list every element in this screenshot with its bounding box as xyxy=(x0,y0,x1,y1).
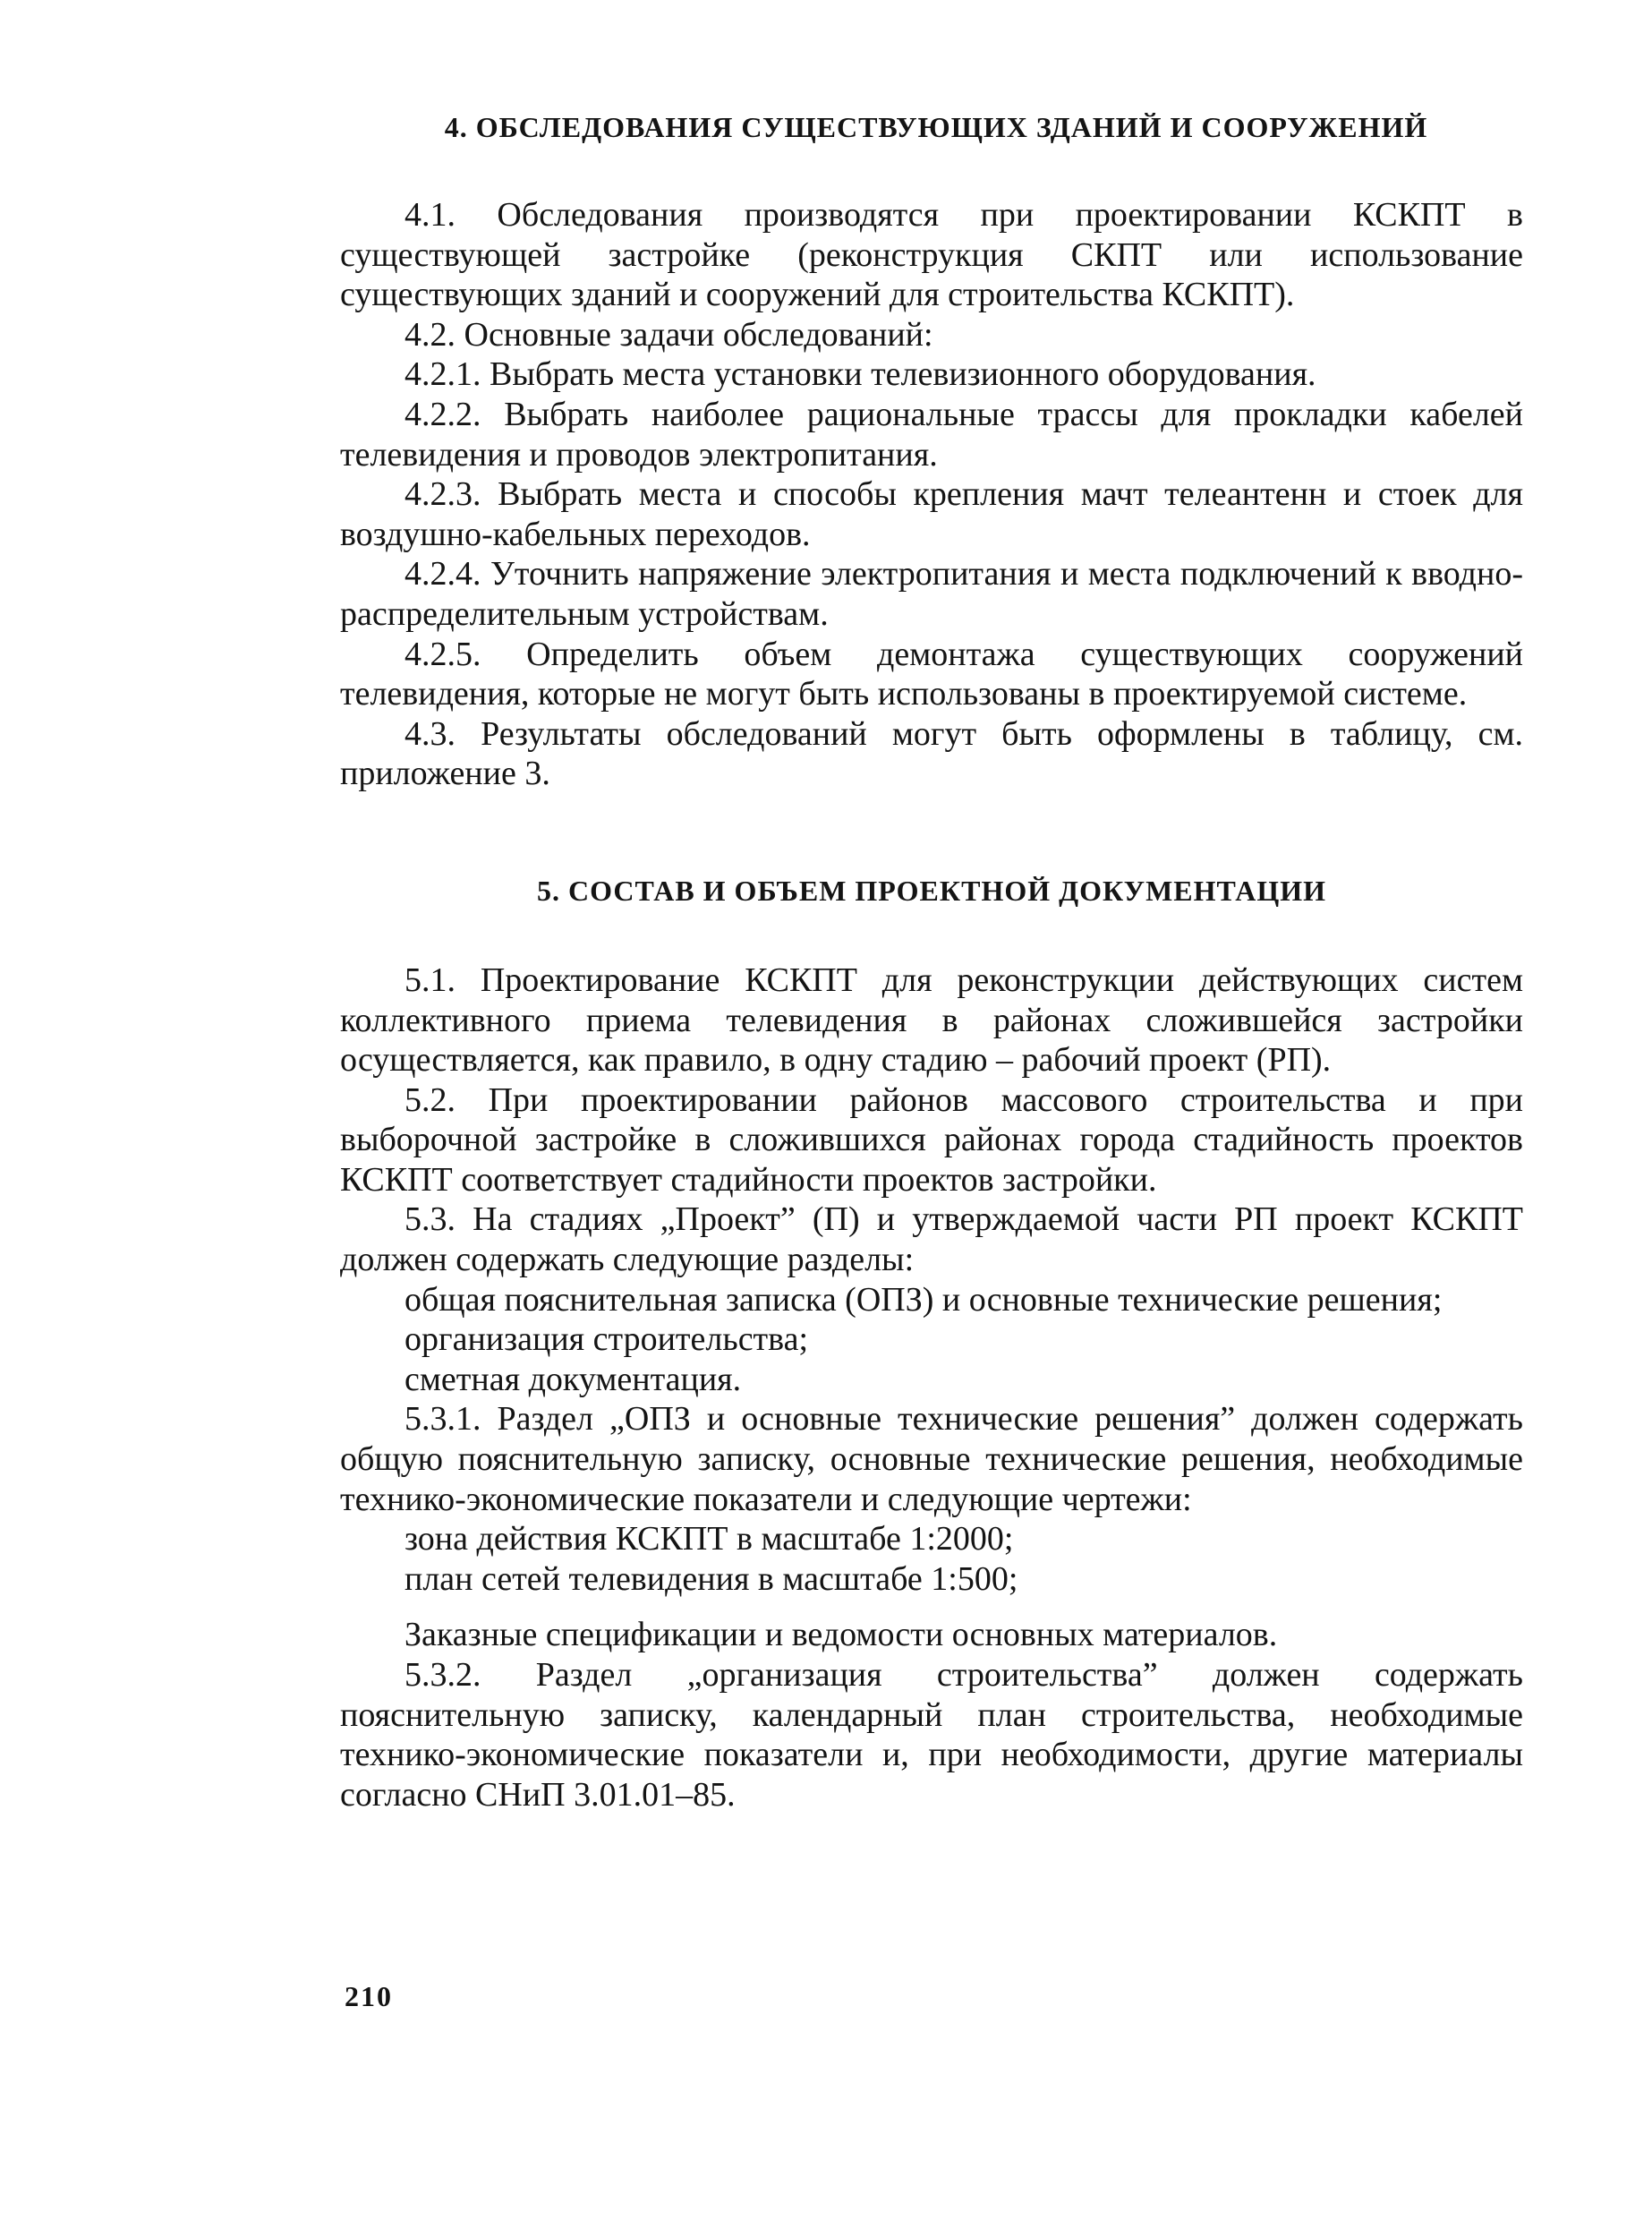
list-item-5-3-1-b: план сетей телевидения в масштабе 1:500; xyxy=(404,1559,1018,1598)
paragraph-4-2-4: 4.2.4. Уточнить напряжение электропитания и места подключений к вводно-распределительным устройствам. xyxy=(340,555,1523,633)
paragraph-5-3-2: 5.3.2. Раздел „организация строительства” должен содержать пояснительную записку, календарный план строительства, необходимые технико-экономические показатели и, при необходимости, другие материалы согласно СНиП 3.01.01–85. xyxy=(340,1656,1523,1814)
list-item-5-3-b: организация строительства; xyxy=(404,1320,809,1359)
paragraph-4-2: 4.2. Основные задачи обследований: xyxy=(404,315,933,354)
list-item-5-3-c: сметная документация. xyxy=(404,1360,742,1398)
document-page xyxy=(340,107,1523,1814)
section-4-heading: 4. ОБСЛЕДОВАНИЯ СУЩЕСТВУЮЩИХ ЗДАНИЙ И СООРУЖЕНИЙ xyxy=(444,111,1428,143)
page-number: 210 xyxy=(345,1980,393,2012)
paragraph-5-1: 5.1. Проектирование КСКПТ для реконструкции действующих систем коллективного приема телевидения в районах сложившейся застройки осуществляется, как правило, в одну стадию – рабочий проект (РП). xyxy=(340,961,1523,1080)
list-item-5-3-a: общая пояснительная записка (ОПЗ) и основные технические решения; xyxy=(404,1280,1443,1319)
paragraph-5-2: 5.2. При проектировании районов массового строительства и при выборочной застройке в сложившихся районах города стадийность проектов КСКПТ соответствует стадийности проектов застройки. xyxy=(340,1080,1523,1199)
paragraph-5-3-1: 5.3.1. Раздел „ОПЗ и основные технические решения” должен содержать общую пояснительную записку, основные технические решения, необходимые технико-экономические показатели и следующие чертежи: xyxy=(340,1400,1523,1518)
paragraph-4-2-2: 4.2.2. Выбрать наиболее рациональные трассы для прокладки кабелей телевидения и проводов электропитания. xyxy=(340,395,1523,474)
paragraph-4-1: 4.1. Обследования производятся при проектировании КСКПТ в существующей застройке (реконструкция СКПТ или использование существующих зданий и сооружений для строительства КСКПТ). xyxy=(340,196,1523,314)
paragraph-4-2-5: 4.2.5. Определить объем демонтажа существующих сооружений телевидения, которые не могут быть использованы в проектируемой системе. xyxy=(340,635,1523,713)
paragraph-5-3: 5.3. На стадиях „Проект” (П) и утверждаемой части РП проект КСКПТ должен содержать следующие разделы: xyxy=(340,1200,1523,1279)
paragraph-4-2-1: 4.2.1. Выбрать места установки телевизионного оборудования. xyxy=(404,355,1316,394)
section-5-heading: 5. СОСТАВ И ОБЪЕМ ПРОЕКТНОЙ ДОКУМЕНТАЦИИ xyxy=(536,874,1327,907)
paragraph-4-3: 4.3. Результаты обследований могут быть оформлены в таблицу, см. приложение 3. xyxy=(340,714,1523,793)
paragraph-4-2-3: 4.2.3. Выбрать места и способы крепления мачт телеантенн и стоек для воздушно-кабельных переходов. xyxy=(340,475,1523,553)
paragraph-specifications: Заказные спецификации и ведомости основных материалов. xyxy=(404,1616,1278,1654)
list-item-5-3-1-a: зона действия КСКПТ в масштабе 1:2000; xyxy=(404,1520,1014,1558)
